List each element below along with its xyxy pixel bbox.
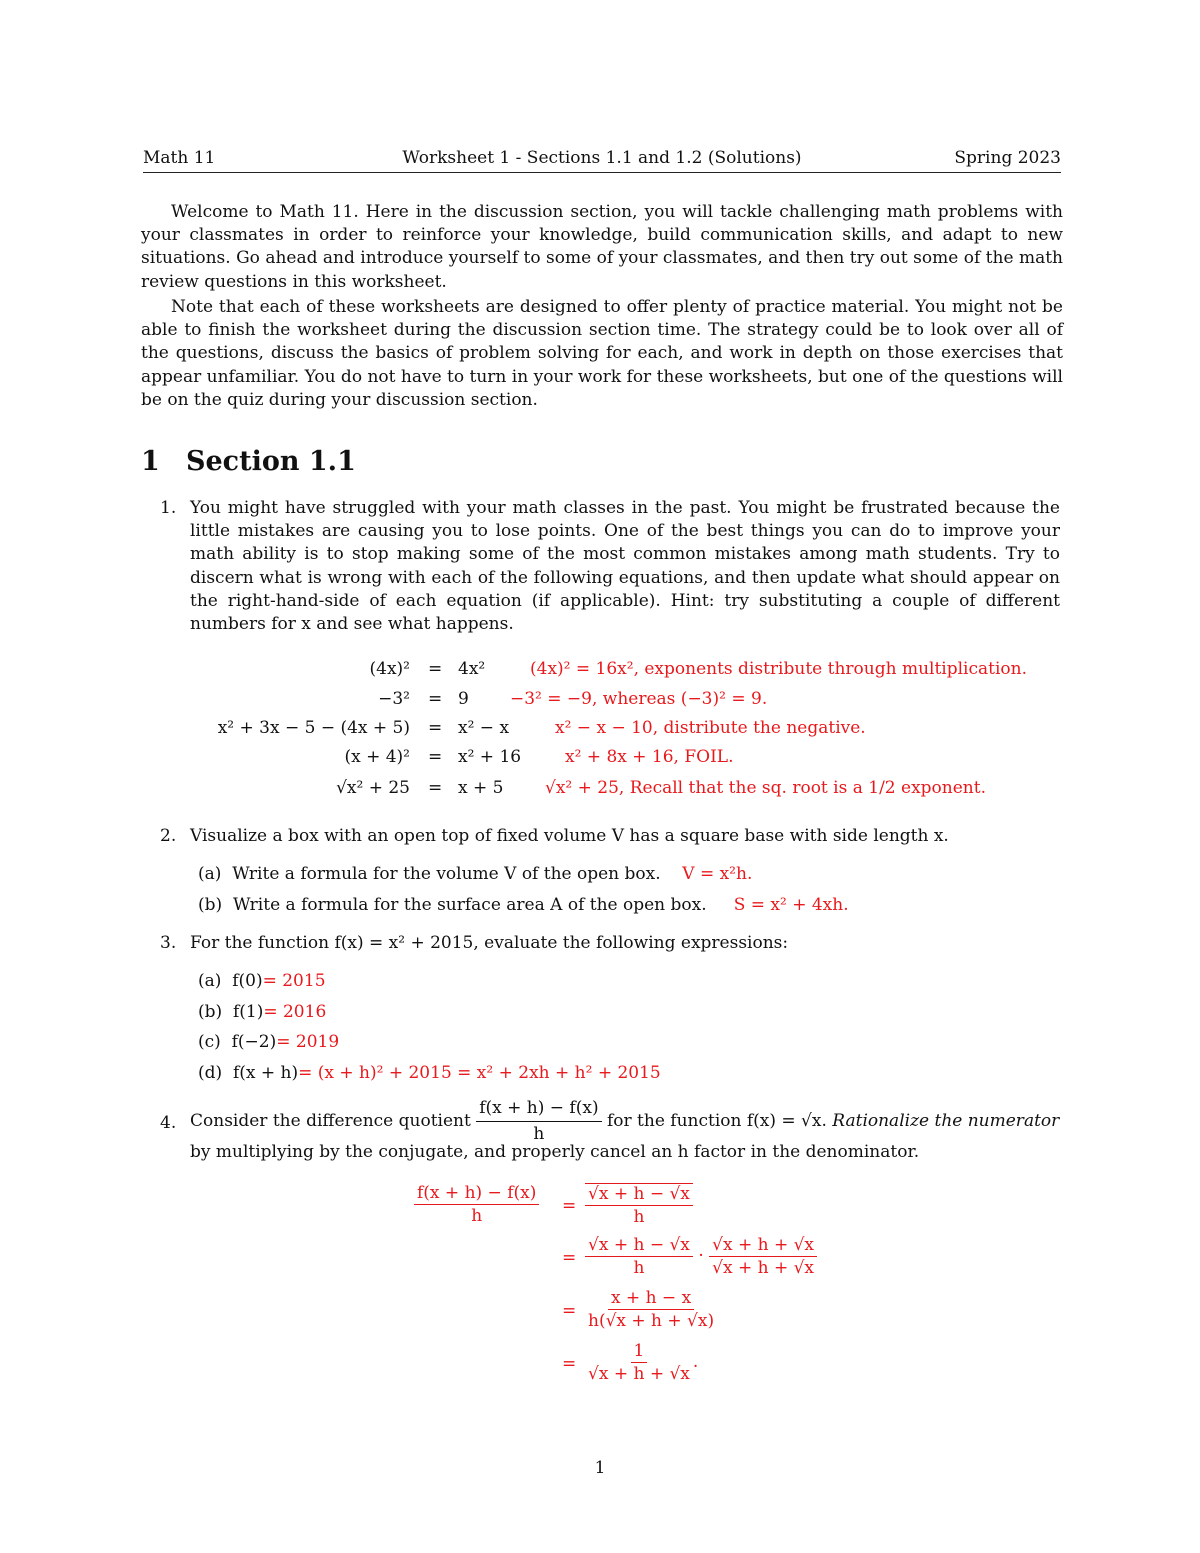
section-heading [141, 446, 356, 477]
equals-sign: = [562, 1354, 577, 1374]
eq-answer: −3² = −9, whereas (−3)² = 9. [510, 689, 768, 709]
step2a-numerator: √x + h − √x [585, 1235, 693, 1257]
eq-answer: x² − x − 10, distribute the negative. [555, 718, 866, 738]
eq-lhs: −3² [378, 689, 410, 709]
solution-lhs [414, 1183, 539, 1226]
eq-sign: = [428, 747, 443, 767]
eq-lhs: x² + 3x − 5 − (4x + 5) [217, 718, 410, 738]
q4-text-emph: Rationalize the numerator [832, 1111, 1060, 1132]
equals-sign: = [562, 1196, 577, 1216]
q3c [198, 1032, 339, 1052]
part-text: Write a formula for the surface area A of the open box. [232, 895, 707, 915]
step3-denominator: h(√x + h + √x) [588, 1311, 715, 1331]
eq-rhs: 4x² [458, 659, 486, 679]
q3b [198, 1002, 326, 1022]
q2-text: Visualize a box with an open top of fixed volume V has a square base with side length x. [190, 826, 949, 846]
eq-lhs: (x + 4)² [344, 747, 410, 767]
difference-quotient [476, 1097, 601, 1146]
part-expr: f(0) [232, 971, 263, 991]
lhs-numerator: f(x + h) − f(x) [414, 1183, 539, 1205]
part-answer: V = x²h. [682, 864, 753, 884]
step2b-numerator: √x + h + √x [709, 1235, 817, 1257]
section-title: Section 1.1 [186, 446, 356, 477]
q1-text: You might have struggled with your math classes in the past. You might be frustrated because the little mistakes are causing you to lose points. One of the best things you can do to improve your math ability is to stop making some of the most common mistakes among math students. Try to discern what is wrong with each of the following equations, and then update what should appear on the right-hand-side of each equation (if applicable). Hint: try substituting a couple of different numbers for x and see what happens. [190, 498, 1060, 635]
eq-sign: = [428, 689, 443, 709]
q4-text-line1 [190, 1097, 1060, 1146]
equals-sign: = [562, 1248, 577, 1268]
part-text: Write a formula for the volume V of the open box. [232, 864, 661, 884]
q1-number: 1. [160, 498, 177, 518]
part-answer: = 2019 [276, 1032, 340, 1052]
step-2 [585, 1235, 817, 1278]
step-4 [585, 1341, 698, 1384]
eq-lhs: √x² + 25 [336, 778, 410, 798]
step-1 [585, 1183, 693, 1227]
equals-sign: = [562, 1301, 577, 1321]
q3-number: 3. [160, 933, 177, 953]
lhs-denominator: h [471, 1206, 483, 1226]
q4-text-before: Consider the difference quotient [190, 1111, 471, 1132]
part-expr: f(x + h) [232, 1063, 299, 1083]
step2a-denominator: h [633, 1258, 645, 1278]
part-label: (a) [198, 864, 222, 884]
q2b [198, 895, 849, 915]
dq-numerator: f(x + h) − f(x) [476, 1097, 601, 1122]
part-answer: = 2015 [262, 971, 326, 991]
q4-number: 4. [160, 1113, 177, 1133]
eq-lhs: (4x)² [369, 659, 410, 679]
multiply-dot: · [698, 1246, 704, 1266]
eq-rhs: 9 [458, 689, 469, 709]
q3a [198, 971, 326, 991]
part-expr: f(−2) [231, 1032, 277, 1052]
intro-paragraph-1: Welcome to Math 11. Here in the discussion section, you will tackle challenging math problems with your classmates in order to reinforce your knowledge, build communication skills, and adapt to new situations. Go ahead and introduce yourself to some of your classmates, and then try out some of the math review questions in this worksheet. [141, 202, 1063, 292]
part-label: (b) [198, 895, 223, 915]
eq-sign: = [428, 659, 443, 679]
step-3 [585, 1288, 717, 1331]
eq-answer: (4x)² = 16x², exponents distribute through multiplication. [530, 659, 1027, 679]
q3d [198, 1063, 661, 1083]
step2b-denominator: √x + h + √x [712, 1258, 815, 1278]
step1-denominator: h [633, 1207, 645, 1227]
q2-number: 2. [160, 826, 177, 846]
step4-numerator: 1 [631, 1341, 648, 1363]
q2a [198, 864, 752, 884]
part-answer: S = x² + 4xh. [733, 895, 849, 915]
part-label: (c) [198, 1032, 221, 1052]
step3-numerator: x + h − x [608, 1288, 694, 1310]
dq-denominator: h [533, 1124, 545, 1145]
eq-sign: = [428, 778, 443, 798]
final-period: . [692, 1352, 699, 1372]
eq-rhs: x² + 16 [458, 747, 522, 767]
page-header [143, 146, 1061, 173]
eq-sign: = [428, 718, 443, 738]
intro-paragraph-2: Note that each of these worksheets are designed to offer plenty of practice material. You might not be able to finish the worksheet during the discussion section time. The strategy could be to look over all of the questions, discuss the basics of problem solving for each, and work in depth on those exercises that appear unfamiliar. You do not have to turn in your work for these worksheets, but one of the questions will be on the quiz during your discussion section. [141, 297, 1063, 410]
section-number: 1 [141, 446, 160, 477]
header-course: Math 11 [143, 148, 216, 168]
eq-answer: x² + 8x + 16, FOIL. [565, 747, 734, 767]
part-label: (a) [198, 971, 222, 991]
eq-answer: √x² + 25, Recall that the sq. root is a 1/2 exponent. [545, 778, 986, 798]
q4-text-mid: for the function f(x) = √x. [606, 1111, 827, 1132]
part-answer: = 2016 [263, 1002, 327, 1022]
header-term: Spring 2023 [954, 148, 1061, 168]
part-expr: f(1) [232, 1002, 264, 1022]
step4-denominator: √x + h + √x [588, 1364, 690, 1384]
part-label: (b) [198, 1002, 223, 1022]
eq-rhs: x² − x [458, 718, 510, 738]
page-number: 1 [594, 1458, 606, 1478]
part-label: (d) [198, 1063, 223, 1083]
q4-text-after: by multiplying by the conjugate, and properly cancel an h factor in the denominator. [190, 1142, 920, 1162]
header-title: Worksheet 1 - Sections 1.1 and 1.2 (Solutions) [402, 148, 802, 168]
step1-numerator: √x + h − √x [585, 1183, 693, 1206]
q3-text: For the function f(x) = x² + 2015, evaluate the following expressions: [190, 933, 789, 953]
eq-rhs: x + 5 [458, 778, 504, 798]
part-answer: = (x + h)² + 2015 = x² + 2xh + h² + 2015 [298, 1063, 661, 1083]
